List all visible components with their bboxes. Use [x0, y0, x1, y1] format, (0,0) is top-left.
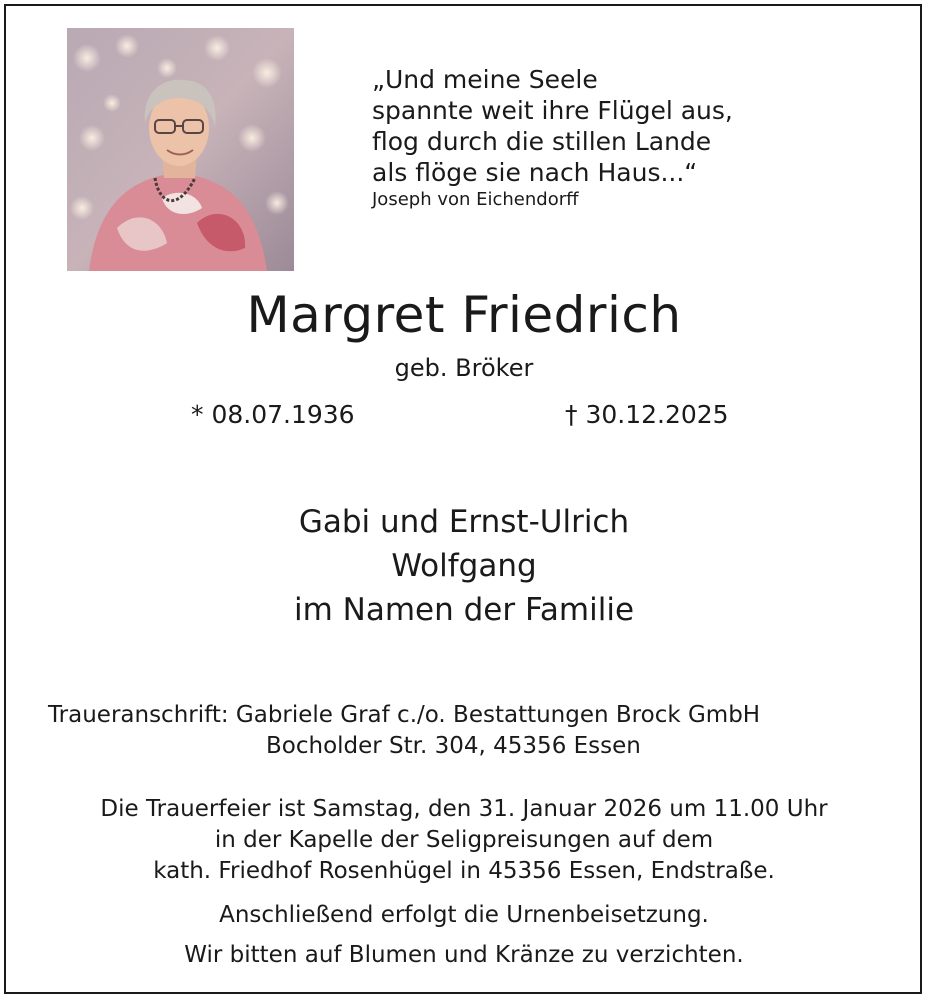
service-line: kath. Friedhof Rosenhügel in 45356 Essen, Endstraße.	[153, 858, 775, 884]
maiden-name: geb. Bröker	[394, 354, 534, 382]
death-date: † 30.12.2025	[565, 400, 729, 429]
deceased-name: Margret Friedrich	[246, 286, 682, 344]
epitaph-quote	[372, 64, 792, 212]
mourner-line: Wolfgang	[391, 548, 537, 584]
service-line: in der Kapelle der Seligpreisungen auf dem	[214, 827, 714, 853]
address-line: Traueranschrift: Gabriele Graf c./o. Bestattungen Brock GmbH	[48, 702, 761, 728]
quote-author: Joseph von Eichendorff	[372, 189, 579, 210]
quote-line: spannte weit ihre Flügel aus,	[372, 96, 733, 125]
funeral-service-info	[0, 794, 928, 887]
service-line: Die Trauerfeier ist Samstag, den 31. Januar 2026 um 11.00 Uhr	[100, 796, 828, 822]
mourning-address	[0, 700, 928, 762]
mourner-line: im Namen der Familie	[293, 592, 635, 628]
burial-note: Anschließend erfolgt die Urnenbeisetzung.	[219, 902, 709, 928]
flowers-note: Wir bitten auf Blumen und Kränze zu verzichten.	[184, 942, 744, 968]
quote-line: „Und meine Seele	[372, 65, 598, 94]
mourner-line: Gabi und Ernst-Ulrich	[298, 504, 630, 540]
quote-line: als flöge sie nach Haus...“	[372, 158, 698, 187]
mourners-list	[0, 500, 928, 632]
address-line: Bocholder Str. 304, 45356 Essen	[266, 733, 641, 759]
quote-line: flog durch die stillen Lande	[372, 127, 712, 156]
portrait-photo	[67, 28, 294, 271]
birth-date: * 08.07.1936	[191, 400, 355, 429]
